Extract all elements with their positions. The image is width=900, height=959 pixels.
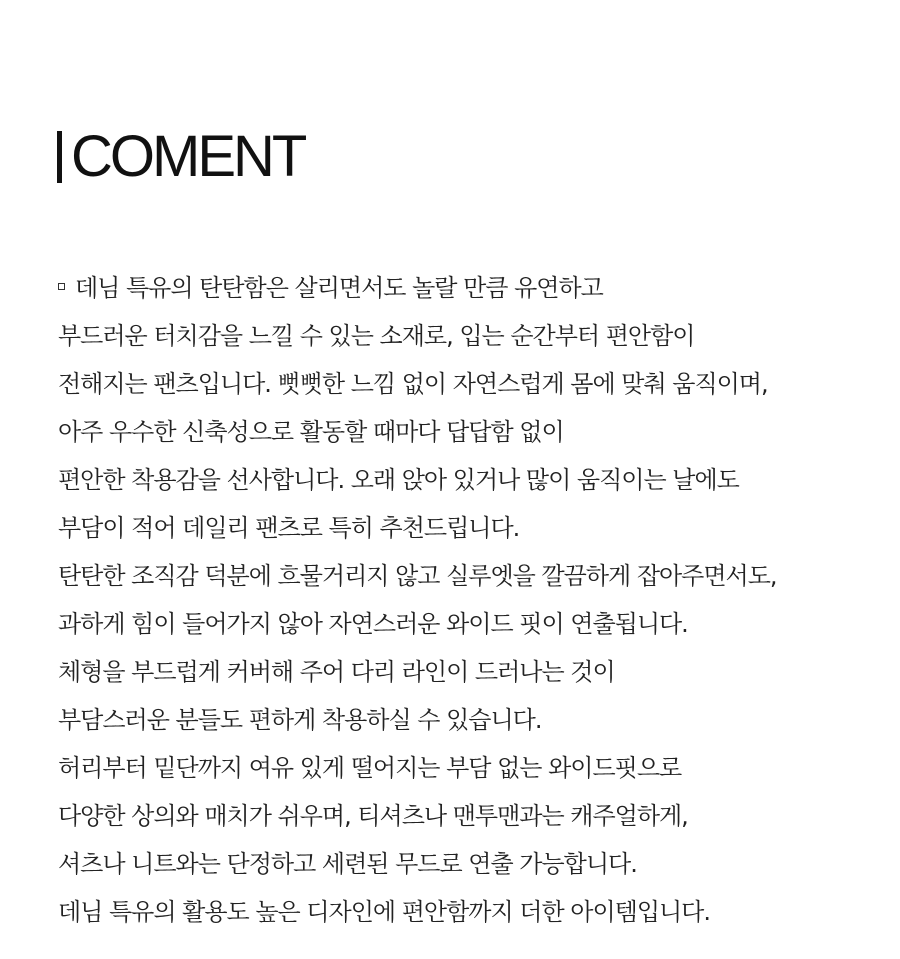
description-line: 허리부터 밑단까지 여유 있게 떨어지는 부담 없는 와이드핏으로 <box>58 754 682 782</box>
heading-accent-bar <box>57 131 62 183</box>
product-description <box>58 264 878 936</box>
description-line: 데님 특유의 활용도 높은 디자인에 편안함까지 더한 아이템입니다. <box>58 898 710 926</box>
description-line: 셔츠나 니트와는 단정하고 세련된 무드로 연출 가능합니다. <box>58 850 637 878</box>
description-line: 과하게 힘이 들어가지 않아 자연스러운 와이드 핏이 연출됩니다. <box>58 610 688 638</box>
description-line: 부담이 적어 데일리 팬츠로 특히 추천드립니다. <box>58 514 520 542</box>
description-line: 아주 우수한 신축성으로 활동할 때마다 답답함 없이 <box>58 418 564 446</box>
description-line: 부담스러운 분들도 편하게 착용하실 수 있습니다. <box>58 706 542 734</box>
description-line: 탄탄한 조직감 덕분에 흐물거리지 않고 실루엣을 깔끔하게 잡아주면서도, <box>58 562 777 590</box>
description-line: 체형을 부드럽게 커버해 주어 다리 라인이 드러나는 것이 <box>58 658 615 686</box>
description-line: 부드러운 터치감을 느낄 수 있는 소재로, 입는 순간부터 편안함이 <box>58 322 695 350</box>
description-line: 다양한 상의와 매치가 쉬우며, 티셔츠나 맨투맨과는 캐주얼하게, <box>58 802 688 830</box>
description-line <box>58 264 878 312</box>
description-line-text: 데님 특유의 탄탄함은 살리면서도 놀랄 만큼 유연하고 <box>75 274 603 302</box>
section-heading <box>57 124 305 189</box>
description-line: 전해지는 팬츠입니다. 뻣뻣한 느낌 없이 자연스럽게 몸에 맞춰 움직이며, <box>58 370 768 398</box>
description-line: 편안한 착용감을 선사합니다. 오래 앉아 있거나 많이 움직이는 날에도 <box>58 466 739 494</box>
heading-title: COMENT <box>71 124 305 189</box>
square-bullet-icon <box>58 283 65 290</box>
